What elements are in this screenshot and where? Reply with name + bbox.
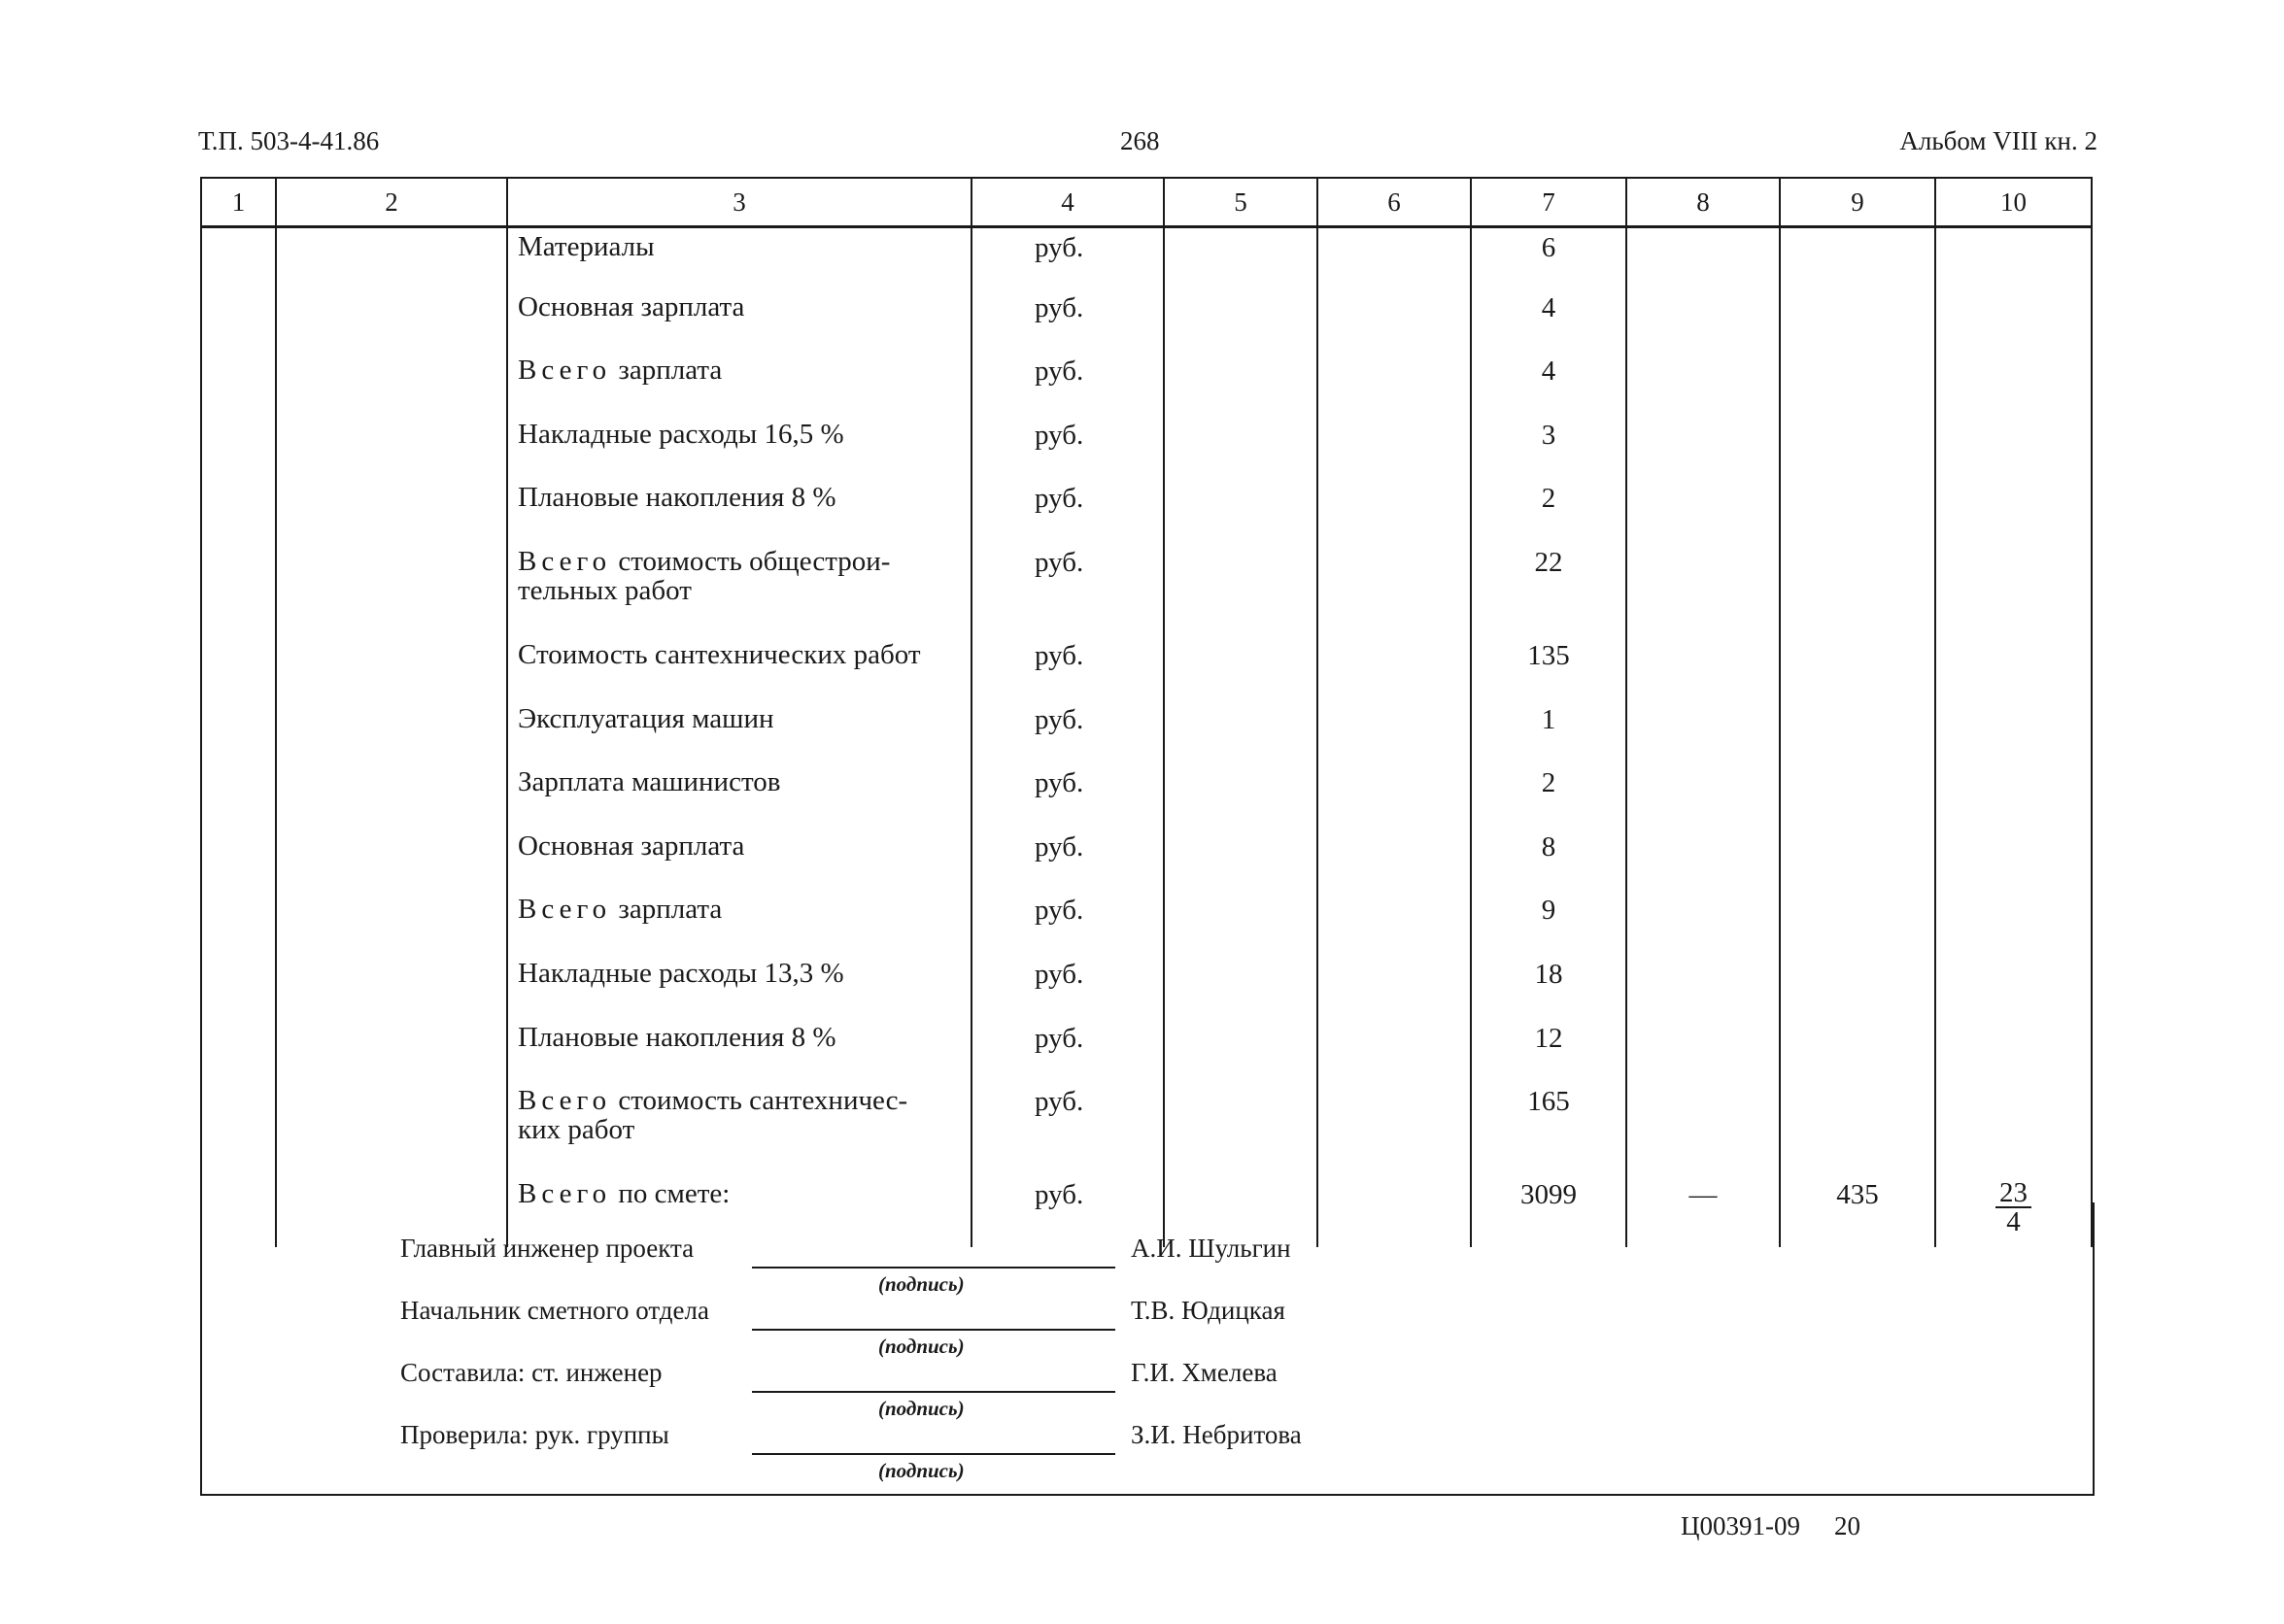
item-name: Плановые накопления 8 %	[507, 1019, 972, 1083]
spaced-word: Всего	[518, 355, 612, 387]
table-row	[201, 416, 2092, 480]
item-name: Плановые накопления 8 %	[507, 479, 972, 543]
item-unit: руб.	[972, 227, 1164, 288]
signature-line	[752, 1391, 1115, 1393]
spaced-word: Всего	[518, 1085, 612, 1117]
item-name: Зарплата машинистов	[507, 763, 972, 828]
col-header-6: 6	[1317, 178, 1471, 227]
estimate-table	[200, 177, 2093, 1247]
table-row	[201, 352, 2092, 416]
item-unit: руб.	[972, 828, 1164, 892]
item-cost: 3	[1471, 416, 1626, 480]
signature-hint: (подпись)	[878, 1397, 965, 1420]
table-row	[201, 636, 2092, 700]
item-cost: 4	[1471, 352, 1626, 416]
item-cost: 9	[1471, 891, 1626, 955]
table-row	[201, 763, 2092, 828]
signature-line	[752, 1267, 1115, 1269]
col-header-4: 4	[972, 178, 1164, 227]
item-unit: руб.	[972, 543, 1164, 636]
item-name: Всего стоимость общестрои- тельных работ	[507, 543, 972, 636]
document-code: Т.П. 503-4-41.86	[198, 126, 380, 155]
fraction-numerator: 23	[1995, 1179, 2031, 1208]
col-header-10: 10	[1935, 178, 2092, 227]
item-name: Накладные расходы 16,5 %	[507, 416, 972, 480]
table-row	[201, 1082, 2092, 1175]
signature-hint: (подпись)	[878, 1272, 965, 1296]
signature-role: Главный инженер проекта	[400, 1234, 695, 1263]
col-header-5: 5	[1164, 178, 1317, 227]
item-unit: руб.	[972, 700, 1164, 764]
item-cost: 22	[1471, 543, 1626, 636]
total-col9: 435	[1780, 1175, 1935, 1247]
signature-line	[752, 1329, 1115, 1331]
item-name: Основная зарплата	[507, 828, 972, 892]
column-number-row	[201, 178, 2092, 227]
item-name: Всего стоимость сантехничес- ких работ	[507, 1082, 972, 1175]
signature-row	[202, 1296, 2093, 1358]
signature-block	[200, 1202, 2095, 1496]
item-cost: 165	[1471, 1082, 1626, 1175]
item-cost: 18	[1471, 955, 1626, 1019]
item-name: Всего по смете:	[507, 1175, 972, 1247]
item-unit: руб.	[972, 1082, 1164, 1175]
table-row	[201, 543, 2092, 636]
item-cost: 4	[1471, 288, 1626, 353]
item-unit: руб.	[972, 416, 1164, 480]
signature-name: З.И. Небритова	[1131, 1420, 1302, 1449]
item-name: Всего зарплата	[507, 891, 972, 955]
col-header-7: 7	[1471, 178, 1626, 227]
col-header-2: 2	[276, 178, 507, 227]
table-row	[201, 700, 2092, 764]
item-cost: 1	[1471, 700, 1626, 764]
signature-hint: (подпись)	[878, 1459, 965, 1482]
item-cost: 2	[1471, 763, 1626, 828]
item-cost: 135	[1471, 636, 1626, 700]
item-cost: 12	[1471, 1019, 1626, 1083]
signature-hint: (подпись)	[878, 1335, 965, 1358]
col-header-8: 8	[1626, 178, 1780, 227]
fraction-denominator: 4	[2006, 1206, 2021, 1238]
footer-doc-code: Ц00391-09	[1681, 1511, 1800, 1540]
signature-name: Т.В. Юдицкая	[1131, 1296, 1285, 1325]
item-unit: руб.	[972, 636, 1164, 700]
col-header-9: 9	[1780, 178, 1935, 227]
table-row	[201, 1019, 2092, 1083]
item-cost: 2	[1471, 479, 1626, 543]
total-cost: 3099	[1471, 1175, 1626, 1247]
col-header-3: 3	[507, 178, 972, 227]
item-unit: руб.	[972, 352, 1164, 416]
signature-name: А.И. Шульгин	[1131, 1234, 1291, 1263]
item-unit: руб.	[972, 891, 1164, 955]
table-row	[201, 479, 2092, 543]
item-name: Эксплуатация машин	[507, 700, 972, 764]
item-unit: руб.	[972, 955, 1164, 1019]
item-name: Материалы	[507, 227, 972, 288]
signature-role: Составила: ст. инженер	[400, 1358, 663, 1387]
item-unit: руб.	[972, 288, 1164, 353]
item-cost: 8	[1471, 828, 1626, 892]
footer-page-number: 20	[1834, 1511, 1860, 1540]
item-unit: руб.	[972, 479, 1164, 543]
col-header-1: 1	[201, 178, 276, 227]
item-unit: руб.	[972, 1019, 1164, 1083]
album-label: Альбом VIII кн. 2	[1899, 126, 2097, 155]
table-row	[201, 955, 2092, 1019]
item-unit: руб.	[972, 1175, 1164, 1247]
spaced-word: Всего	[518, 545, 612, 577]
item-name: Основная зарплата	[507, 288, 972, 353]
page-number: 268	[1120, 126, 1160, 155]
spaced-word: Всего	[518, 894, 612, 926]
item-cost: 6	[1471, 227, 1626, 288]
signature-row	[202, 1420, 2093, 1482]
table-row	[201, 227, 2092, 288]
table-row	[201, 891, 2092, 955]
signature-role: Проверила: рук. группы	[400, 1420, 669, 1449]
signature-name: Г.И. Хмелева	[1131, 1358, 1278, 1387]
signature-role: Начальник сметного отдела	[400, 1296, 709, 1325]
spaced-word: Всего	[518, 1178, 612, 1210]
item-unit: руб.	[972, 763, 1164, 828]
signature-line	[752, 1453, 1115, 1455]
table-row	[201, 828, 2092, 892]
table-row	[201, 288, 2092, 353]
item-name: Накладные расходы 13,3 %	[507, 955, 972, 1019]
item-name: Всего зарплата	[507, 352, 972, 416]
item-name: Стоимость сантехнических работ	[507, 636, 972, 700]
total-col8: —	[1626, 1175, 1780, 1247]
signature-row	[202, 1358, 2093, 1420]
signature-row	[202, 1234, 2093, 1296]
